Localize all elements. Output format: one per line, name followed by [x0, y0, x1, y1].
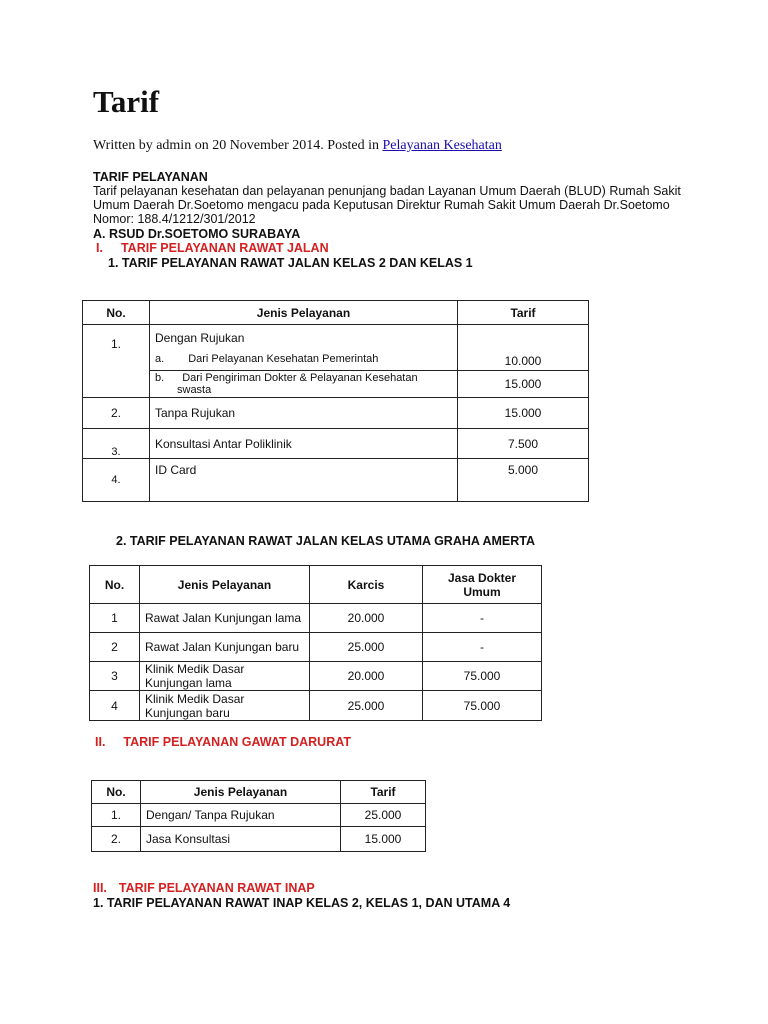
section-1-heading	[96, 241, 329, 255]
row-tarif: 10.000	[458, 325, 589, 371]
row-no: 2.	[92, 827, 141, 852]
col-header: No.	[92, 781, 141, 804]
row-sub-label-cont: swasta	[177, 384, 212, 396]
row-value: -	[423, 604, 542, 633]
row-no: 4.	[83, 459, 150, 502]
row-value: 20.000	[310, 662, 423, 691]
row-sub-label: Dari Pelayanan Kesehatan Pemerintah	[188, 353, 379, 365]
table-row	[90, 662, 542, 691]
row-label: Dengan Rujukan	[155, 331, 245, 345]
col-header: No.	[90, 566, 140, 604]
row-label: Rawat Jalan Kunjungan lama	[140, 604, 310, 633]
row-no: 4	[90, 691, 140, 721]
table-row	[83, 459, 589, 502]
section-3-heading	[93, 881, 315, 895]
row-value: -	[423, 633, 542, 662]
row-no: 3	[90, 662, 140, 691]
col-header: Tarif	[341, 781, 426, 804]
row-tarif: 15.000	[458, 398, 589, 429]
post-meta	[93, 138, 502, 154]
row-tarif: 7.500	[458, 429, 589, 459]
subsection-1-1: 1. TARIF PELAYANAN RAWAT JALAN KELAS 2 DAN KELAS 1	[108, 256, 473, 270]
row-value: 25.000	[341, 804, 426, 827]
tarif-rawat-jalan-table	[82, 300, 589, 502]
section-2-num: II.	[95, 735, 106, 749]
subsection-1-2: 2. TARIF PELAYANAN RAWAT JALAN KELAS UTAMA GRAHA AMERTA	[116, 534, 535, 548]
row-value: 25.000	[310, 691, 423, 721]
row-label: ID Card	[150, 459, 458, 502]
row-label: Rawat Jalan Kunjungan baru	[140, 633, 310, 662]
table-row	[83, 325, 589, 371]
intro-heading: TARIF PELAYANAN	[93, 170, 208, 184]
intro-body: Tarif pelayanan kesehatan dan pelayanan penunjang badan Layanan Umum Daerah (BLUD) Rumah Sakit Umum Daerah Dr.Soetomo mengacu pada Keputusan Direktur Rumah Sakit Umum Daerah Dr.Soetomo Nomor: 188.4/1212/301/2012	[93, 184, 681, 226]
tarif-gawat-darurat-table	[91, 780, 426, 852]
row-value: 20.000	[310, 604, 423, 633]
row-value: 25.000	[310, 633, 423, 662]
col-header: Jenis Pelayanan	[141, 781, 341, 804]
page-title: Tarif	[93, 84, 160, 119]
col-header: Jenis Pelayanan	[140, 566, 310, 604]
row-no: 1	[90, 604, 140, 633]
tarif-graha-amerta-table	[89, 565, 542, 721]
table-row	[83, 398, 589, 429]
row-label: Dengan/ Tanpa Rujukan	[141, 804, 341, 827]
section-2-title: TARIF PELAYANAN GAWAT DARURAT	[123, 735, 351, 749]
col-header: Tarif	[458, 301, 589, 325]
row-value: 15.000	[341, 827, 426, 852]
table-row	[90, 633, 542, 662]
row-tarif: 5.000	[458, 459, 589, 502]
row-label: Klinik Medik Dasar Kunjungan lama	[140, 662, 310, 691]
table-row	[92, 804, 426, 827]
section-2-heading	[95, 735, 351, 749]
meta-prefix: Written by admin on 20 November 2014. Posted in	[93, 138, 380, 153]
section-a-heading: A. RSUD Dr.SOETOMO SURABAYA	[93, 227, 301, 241]
col-header: Karcis	[310, 566, 423, 604]
row-no: 2	[90, 633, 140, 662]
subsection-3-1: 1. TARIF PELAYANAN RAWAT INAP KELAS 2, KELAS 1, DAN UTAMA 4	[93, 896, 511, 910]
col-header: Jasa Dokter Umum	[423, 566, 542, 604]
section-1-title: TARIF PELAYANAN RAWAT JALAN	[120, 241, 329, 255]
row-no: 3.	[83, 429, 150, 459]
table-row	[83, 429, 589, 459]
row-value: 75.000	[423, 691, 542, 721]
col-header: No.	[83, 301, 150, 325]
table-row	[92, 827, 426, 852]
row-value: 75.000	[423, 662, 542, 691]
section-3-num: III.	[93, 881, 107, 895]
item-mark: a.	[155, 353, 165, 365]
category-link[interactable]: Pelayanan Kesehatan	[382, 138, 502, 153]
table-row	[83, 371, 589, 398]
table-row	[90, 604, 542, 633]
row-label: Konsultasi Antar Poliklinik	[150, 429, 458, 459]
table-row	[90, 691, 542, 721]
row-label: Tanpa Rujukan	[150, 398, 458, 429]
item-mark: b.	[155, 372, 165, 384]
row-no: 1.	[92, 804, 141, 827]
row-label: Jasa Konsultasi	[141, 827, 341, 852]
row-no: 2.	[83, 398, 150, 429]
section-3-title: TARIF PELAYANAN RAWAT INAP	[118, 881, 315, 895]
row-label: Klinik Medik Dasar Kunjungan baru	[140, 691, 310, 721]
col-header: Jenis Pelayanan	[150, 301, 458, 325]
row-sub-label: Dari Pengiriman Dokter & Pelayanan Kesehatan	[182, 372, 418, 384]
row-no: 1.	[83, 325, 150, 398]
row-tarif: 15.000	[458, 371, 589, 398]
section-1-num: I.	[96, 241, 103, 255]
